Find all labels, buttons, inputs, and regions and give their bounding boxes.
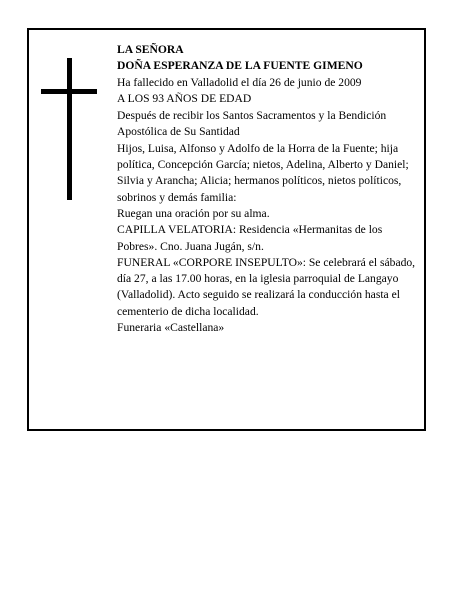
cross-horizontal-bar (41, 89, 97, 94)
family-list: Hijos, Luisa, Alfonso y Adolfo de la Horra de la Fuente; hija política, Concepción García; nietos, Adelina, Alberto y Daniel; Silvia y Arancha; Alicia; hermanos políticos, nietos políticos, sobrinos y demás familia: (117, 141, 409, 204)
obituary-notice (27, 28, 426, 431)
cross-icon (41, 58, 97, 200)
funeral-info: FUNERAL «CORPORE INSEPULTO»: Se celebrará el sábado, día 27, a las 17.00 horas, en la iglesia parroquial de Langayo (Valladolid). Acto seguido se realizará la conducción hasta el cementerio de dicha localidad. (117, 255, 416, 318)
prayer-request: Ruegan una oración por su alma. (117, 206, 270, 220)
notice-text (117, 42, 422, 336)
deceased-name: DOÑA ESPERANZA DE LA FUENTE GIMENO (117, 59, 363, 73)
notice-heading: LA SEÑORA (117, 43, 184, 56)
funeral-home: Funeraria «Castellana» (117, 321, 225, 335)
sacraments-line: Después de recibir los Santos Sacramentos y la Bendición Apostólica de Su Santidad (117, 109, 387, 139)
death-date-line: Ha fallecido en Valladolid el día 26 de junio de 2009 (117, 75, 362, 89)
age-line: A LOS 93 AÑOS DE EDAD (117, 91, 252, 105)
chapel-info: CAPILLA VELATORIA: Residencia «Hermanitas de los Pobres». Cno. Juana Jugán, s/n. (117, 223, 383, 253)
cross-vertical-bar (67, 58, 72, 200)
